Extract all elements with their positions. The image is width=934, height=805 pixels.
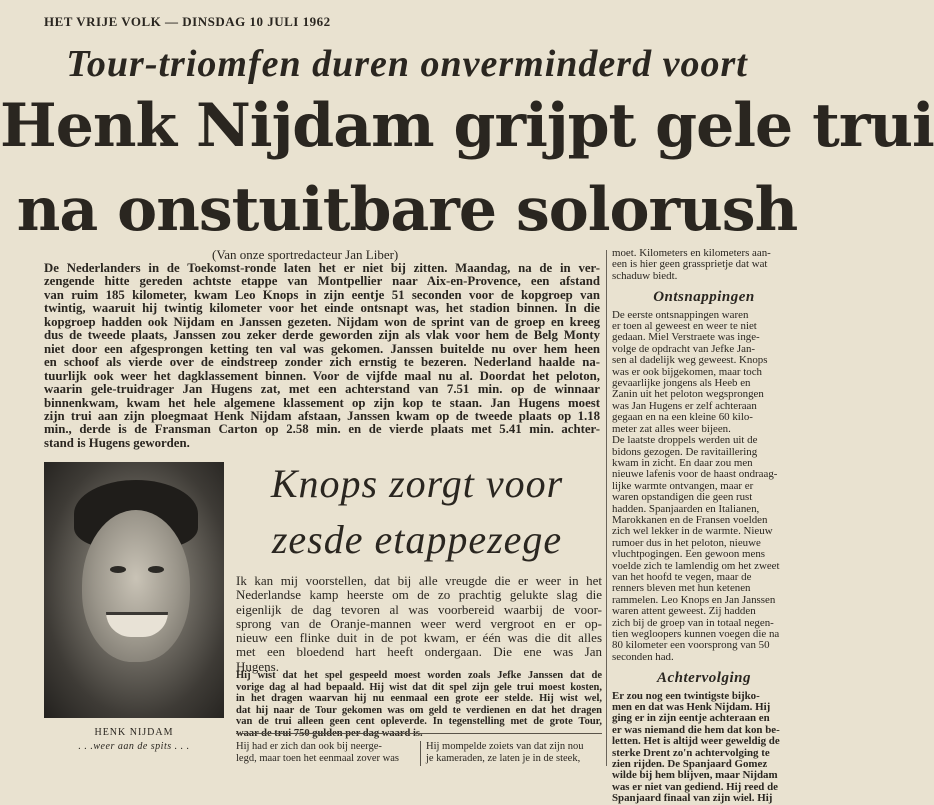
right-column-line: waren opstandigen die geen rust	[612, 491, 753, 504]
right-column-line: kwam in zicht. En daar zou men	[612, 456, 753, 469]
column-divider	[606, 250, 607, 766]
right-column-line: er toen al geweest en weer te niet	[612, 320, 757, 333]
lead-line: van ruim 185 kilometer, kwam Leo Knops in zijn eentje 51 seconden voor de kopgroep van	[44, 287, 600, 302]
body-line: met een bloedend hart heeft ondergaan. Die ene was Jan	[236, 644, 602, 660]
right-column-line: Spanjaard finaal van zijn wiel. Hij	[612, 792, 773, 805]
lead-paragraph	[44, 262, 600, 450]
right-column-line: renners bleven met hun ketenen	[612, 582, 751, 595]
article-headline-line-2: zesde etappezege	[271, 517, 563, 562]
byline: (Van onze sportredacteur Jan Liber)	[212, 247, 399, 262]
right-column-line: zien rijden. De Spanjaard Gomez	[612, 758, 768, 771]
lead-line: min., derde is de Fransman Carton op 2.58 min. en de vierde plaats met 5.41 min. achter-	[44, 422, 600, 437]
bold-body-line: in het dragen waarvan hij nu eenmaal een grote eer stelde. Hij wist wel,	[236, 693, 602, 705]
henk-nijdam-photo	[44, 462, 224, 718]
kicker-headline: Tour-triomfen duren onverminderd voort	[66, 43, 748, 85]
lead-line: twintig, waaruit hij twintig kilometer voor het einde ontsnapt was, het stadion binnen. In die	[44, 301, 600, 316]
right-column-line: was er ook bijgekomen, maar toch	[612, 365, 763, 378]
right-column-line: voelde zich te lamlendig om het zweet	[612, 559, 780, 572]
photo-caption-text: . . .weer aan de spits . . .	[78, 741, 190, 752]
right-column-line: ging er in zijn eentje achteraan en	[612, 712, 770, 725]
right-column-line: bidons gezogen. De ravitaillering	[612, 445, 758, 458]
body-line: Nederlandse kamp heerste om de zo prachtig gelukte slag die	[236, 587, 602, 603]
bold-body-line: van de trui alleen geen cent opleverde. In tegenstelling met de grote Tour,	[236, 716, 602, 728]
body-line: nieuw een flinke duit in de pot kwam, er één was die dit alles	[236, 630, 602, 646]
lead-line: stand is Hugens geworden.	[44, 435, 190, 450]
article-body-bold	[236, 670, 602, 740]
bottom-column-divider	[420, 741, 421, 766]
right-column-line: men en dat was Henk Nijdam. Hij	[612, 701, 771, 714]
body-line: Hugens.	[236, 658, 279, 674]
lead-line: zengende hitte gereden achtste etappe van Montpellier naar Aix-en-Provence, een afstand	[44, 274, 600, 289]
right-column-line: een is hier geen grassprietje dat wat	[612, 258, 768, 271]
lead-line: en schoof als vierde over de eindstreep zonder zich ernstig te bezeren. Nederland haalde na-	[44, 355, 600, 370]
lead-line: waarin gele-truidrager Jan Hugens zat, met een achterstand van 7.51 min. op de winnaar	[44, 382, 600, 397]
masthead: HET VRIJE VOLK — DINSDAG 10 JULI 1962	[44, 14, 331, 29]
right-column-line: Er zou nog een twintigste bijko-	[612, 689, 760, 702]
right-column-line: letten. Het is altijd weer geweldig de	[612, 735, 780, 748]
bottom-left-column	[236, 741, 416, 764]
right-column-line: sen al dadelijk weg geweest. Knops	[612, 354, 768, 367]
right-column-line: Zanin uit het peloton wegsprongen	[612, 388, 764, 401]
right-column-line: was er niet van gediend. Hij reed de	[612, 780, 778, 793]
body-line: sprong van de Oranje-mannen weer werd vergroot en er op-	[236, 615, 602, 631]
article-headline-line-1: Knops zorgt voor	[270, 461, 564, 506]
main-headline-line-1: Henk Nijdam grijpt gele trui	[0, 91, 934, 161]
bottom-right-line: je kameraden, ze laten je in de steek,	[426, 752, 581, 764]
lead-line: zijn trui aan zijn ploegmaat Henk Nijdam afstaan, Janssen kwam op de tweede plaats op 1.18	[44, 408, 600, 423]
right-column-line: sterke Drent zo'n achtervolging te	[612, 746, 770, 759]
lead-line: De Nederlanders in de Toekomst-ronde laten het er niet bij zitten. Maandag, na de in ver-	[44, 261, 600, 275]
lead-line: niet door een afgesprongen ketting ten val was gekomen. Janssen buitelde nu over hem heen	[44, 341, 600, 356]
right-column-line: Marokkanen en de Fransen voelden	[612, 513, 768, 526]
right-column-line: gevaarlijke jongens als Heeb en	[612, 377, 751, 390]
lead-line: kopgroep hadden ook Nijdam en Janssen gezeten. Nijdam won de sprint van de groep en kreeg	[44, 314, 600, 329]
right-column-line: er was niemand die hem dat kon be-	[612, 723, 780, 736]
right-column-line: volge de opdracht van Jefke Jan-	[612, 342, 756, 355]
right-column-line: wilde bij hem blijven, maar Nijdam	[612, 769, 778, 782]
right-column-line: zich bij de groep van in totaal negen-	[612, 616, 774, 629]
right-column-line: vluchtpogingen. Een gewoon mens	[612, 548, 766, 561]
right-column	[612, 248, 796, 805]
main-headline-line-2: na onstuitbare solorush	[16, 175, 798, 245]
bold-body-line: dat hij naar de Tour gekomen was om geld te verdienen en dat het dragen	[236, 704, 602, 716]
right-column-line: gegaan en na een kleine 60 kilo-	[612, 411, 753, 424]
photo-eye-left	[110, 566, 126, 573]
photo-face	[82, 510, 190, 662]
right-column-line: hadden. Spanjaarden en Italianen,	[612, 502, 760, 515]
lead-line: tuurlijk ook weer het dagklassement binnen. Voor de vijfde maal nu al. Doordat het peloton,	[44, 368, 600, 383]
right-column-line: 80 kilometer een voorsprong van 50	[612, 639, 770, 652]
bottom-left-line: legd, maar toen het eenmaal zover was	[236, 752, 399, 764]
right-column-line: moet. Kilometers en kilometers aan-	[612, 247, 771, 259]
horizontal-rule	[236, 733, 602, 734]
right-column-line: rumoer dus in het peloton, nieuwe	[612, 536, 761, 549]
article-body	[236, 574, 602, 674]
right-column-line: meter zat alles weer bijeen.	[612, 422, 731, 435]
right-column-line: De laatste droppels werden uit de	[612, 434, 758, 447]
photo-caption-name: HENK NIJDAM	[94, 727, 174, 738]
body-line: Ik kan mij voorstellen, dat bij alle vreugde die er weer in het	[236, 573, 602, 588]
right-column-line: seconden had.	[612, 650, 674, 663]
right-column-line: nieuwe lafenis voor de haast ondraag-	[612, 468, 778, 481]
right-column-line: lijke warmte ontvangen, maar er	[612, 479, 754, 492]
right-column-line: rammelen. Leo Knops en Jan Janssen	[612, 593, 776, 606]
bottom-left-line: Hij had er zich dan ook bij neerge-	[236, 741, 382, 752]
bold-body-line: vorige dag al had bepaald. Hij wist dat dit spel zijn gele trui moest kosten,	[236, 681, 602, 693]
right-column-line: schaduw biedt.	[612, 269, 678, 282]
lead-line: dus de tweede plaats, Janssen zou zeker derde geworden zijn als vlak voor hem de Belg Monty	[44, 328, 600, 343]
body-line: eigenlijk de dag tevoren al was voorbereid waarbij de voor-	[236, 601, 602, 617]
bottom-right-line: Hij mompelde zoiets van dat zijn nou	[426, 741, 584, 752]
right-column-line: zich wel lekker in de warmte. Nieuw	[612, 525, 773, 538]
right-column-line: van het hoofd te vegen, maar de	[612, 570, 752, 583]
subhead-ontsnappingen: Ontsnappingen	[653, 289, 755, 306]
bold-body-line: Hij wist dat het spel gespeeld moest worden zoals Jefke Janssen dat de	[236, 670, 602, 681]
right-column-line: tien wegloopers kunnen voegen die na	[612, 628, 780, 640]
photo-eye-right	[148, 566, 164, 573]
right-column-line: gedaan. Miel Verstraete was inge-	[612, 331, 760, 344]
lead-line: binnenkwam, kwam het hele algemene klassement op zijn kop te staan. Jan Hugens moest	[44, 395, 600, 410]
right-column-line: waren attent geweest. Zij hadden	[612, 605, 756, 618]
subhead-achtervolging: Achtervolging	[656, 670, 751, 687]
bottom-right-column	[426, 741, 602, 764]
right-column-line: was Jan Hugens er zelf achteraan	[612, 399, 757, 412]
right-column-line: De eerste ontsnappingen waren	[612, 308, 749, 321]
